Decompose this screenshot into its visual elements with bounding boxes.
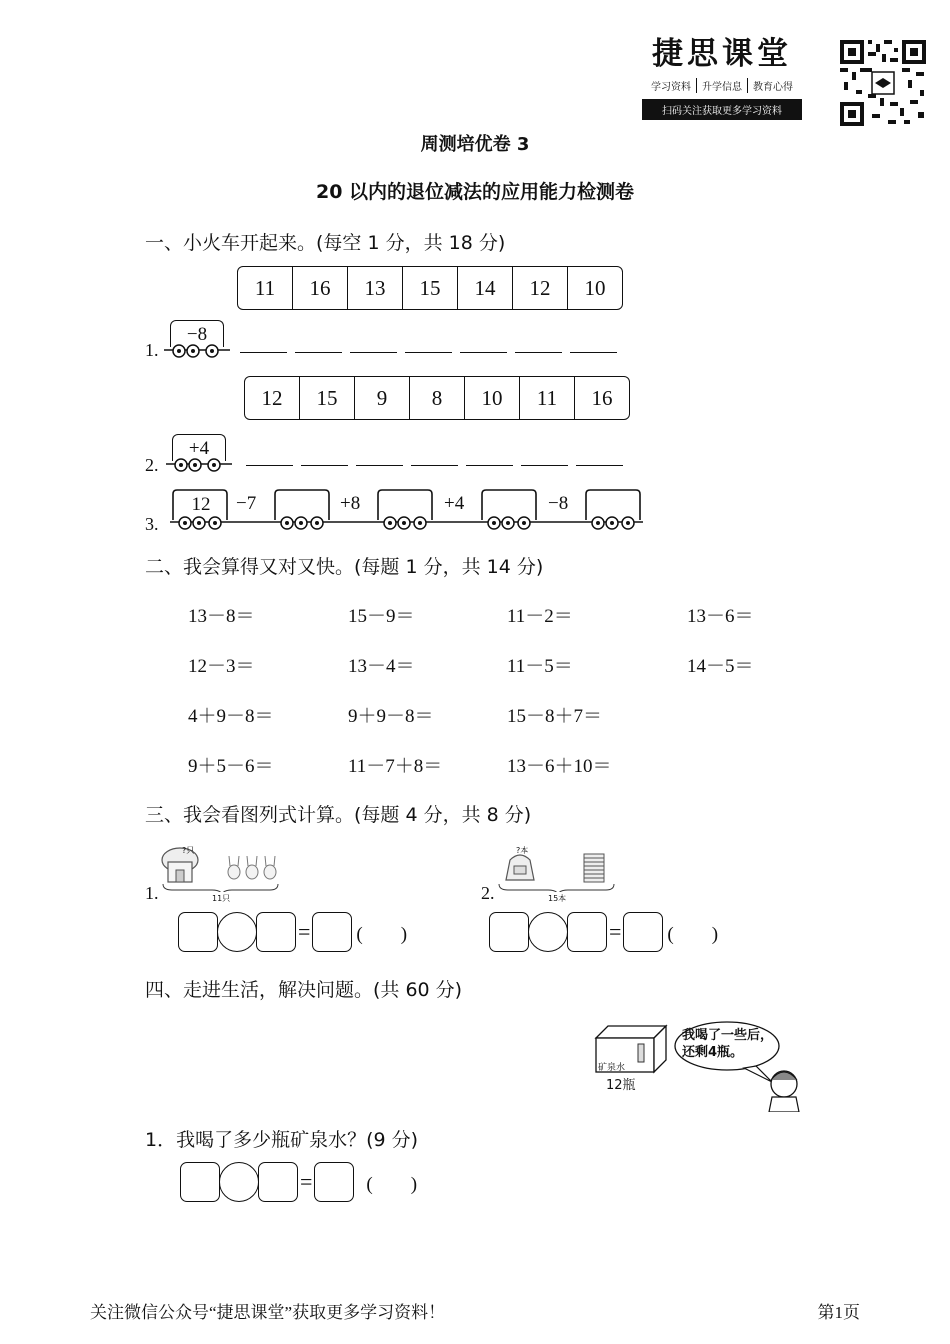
q3-op: +4 (444, 493, 465, 514)
section3-heading: 三、我会看图列式计算。(每题 4 分，共 8 分) (145, 804, 532, 826)
equation-boxes-2[interactable] (489, 912, 718, 952)
number-cell: 12 (261, 385, 283, 410)
q3-op: −7 (236, 493, 257, 514)
number-cell: 16 (292, 267, 347, 309)
qr-code-icon (838, 38, 928, 128)
equals-sign: = (298, 919, 311, 944)
calc-item: 11－5＝ (507, 656, 573, 677)
calc-item: 15－9＝ (348, 606, 415, 627)
answer-box[interactable] (312, 912, 352, 952)
equals-sign: = (609, 919, 622, 944)
p1-label: 1. (145, 883, 159, 903)
brand-tag: 学习资料 (651, 82, 691, 93)
calc-item: 15－8＋7＝ (507, 706, 603, 727)
q2-label: 2. (145, 455, 159, 475)
answer-box[interactable] (489, 912, 529, 952)
equals-sign: = (300, 1169, 313, 1194)
number-cell: 11 (519, 377, 574, 419)
operator-circle[interactable] (219, 1162, 259, 1202)
p1-question-tag: ?只 (182, 846, 195, 855)
footer-text: 关注微信公众号“捷思课堂”获取更多学习资料！ (90, 1303, 446, 1322)
train-operator: +4 (172, 434, 226, 461)
q3-op: −8 (548, 493, 569, 514)
q3-start-value: 12 (191, 494, 211, 515)
answer-box[interactable] (258, 1162, 298, 1202)
unit-paren[interactable]: ( ) (667, 923, 719, 945)
calc-item: 13－6＝ (687, 606, 754, 627)
calc-item: 13－4＝ (348, 656, 415, 677)
calc-item: 11－7＋8＝ (348, 756, 443, 777)
section2-heading: 二、我会算得又对又快。(每题 1 分，共 14 分) (145, 556, 544, 578)
section4-heading: 四、走进生活，解决问题。(共 60 分) (145, 979, 463, 1001)
train-engine (170, 320, 232, 360)
answer-blanks-2[interactable] (246, 465, 623, 466)
answer-blanks-1[interactable] (240, 352, 617, 353)
brand-block (642, 34, 802, 120)
speech-bubble-text: 我喝了一些后，还剩4瓶。 (682, 1028, 774, 1060)
answer-box[interactable] (567, 912, 607, 952)
number-row-2 (244, 376, 630, 420)
water-box-label: 矿泉水 (598, 1063, 626, 1073)
calc-item: 9＋9－8＝ (348, 706, 434, 727)
number-cell: 10 (464, 377, 519, 419)
answer-box[interactable] (178, 912, 218, 952)
answer-box[interactable] (180, 1162, 220, 1202)
p2-question-tag: ?本 (516, 846, 529, 855)
train-operator: −8 (170, 320, 224, 347)
number-cell: 12 (512, 267, 567, 309)
train-engine (172, 434, 234, 474)
brand-tag: 教育心得 (747, 78, 798, 93)
mushroom-house-rabbits-icon (160, 840, 285, 892)
calc-item: 13－8＝ (188, 606, 255, 627)
calc-item: 12－3＝ (188, 656, 255, 677)
section1-heading: 一、小火车开起来。(每空 1 分，共 18 分) (145, 232, 506, 254)
number-cell: 10 (567, 267, 622, 309)
answer-box[interactable] (314, 1162, 354, 1202)
number-cell: 14 (457, 267, 512, 309)
calc-item: 14－5＝ (687, 656, 754, 677)
equation-boxes-1[interactable] (178, 912, 407, 952)
q3-label: 3. (145, 514, 159, 534)
number-cell: 9 (354, 377, 409, 419)
brand-tags (642, 78, 802, 93)
unit-paren[interactable]: ( ) (366, 1173, 418, 1195)
number-cell: 11 (254, 275, 276, 300)
p1-caption: 11只 (212, 894, 231, 903)
q1-label: 1. (145, 340, 159, 360)
unit-paren[interactable]: ( ) (356, 923, 408, 945)
page-subtitle: 20 以内的退位减法的应用能力检测卷 (315, 181, 635, 203)
operator-circle[interactable] (528, 912, 568, 952)
number-cell: 15 (402, 267, 457, 309)
p2-caption: 15本 (548, 894, 567, 903)
operator-circle[interactable] (217, 912, 257, 952)
brand-banner: 扫码关注获取更多学习资料 (642, 99, 802, 120)
calc-item: 11－2＝ (507, 606, 573, 627)
calc-item: 9＋5－6＝ (188, 756, 274, 777)
answer-box[interactable] (256, 912, 296, 952)
schoolbag-books-icon (496, 840, 621, 892)
calc-item: 4＋9－8＝ (188, 706, 274, 727)
brand-title: 捷思课堂 (652, 36, 792, 72)
number-cell: 16 (574, 377, 629, 419)
number-cell: 15 (299, 377, 354, 419)
p2-label: 2. (481, 883, 495, 903)
number-cell: 8 (409, 377, 464, 419)
train-wheels-icon (164, 344, 230, 360)
answer-box[interactable] (623, 912, 663, 952)
equation-boxes-3[interactable] (180, 1162, 417, 1202)
page-title: 周测培优卷 3 (420, 134, 530, 155)
section4-q1: 1．我喝了多少瓶矿泉水？(9 分) (145, 1129, 419, 1151)
brand-tag: 升学信息 (696, 78, 747, 93)
water-box-count: 12瓶 (606, 1078, 636, 1093)
train-wheels-icon (166, 458, 232, 474)
q3-op: +8 (340, 493, 361, 514)
page-number: 第1页 (817, 1303, 860, 1322)
number-row-1 (237, 266, 623, 310)
number-cell: 13 (347, 267, 402, 309)
calc-item: 13－6＋10＝ (507, 756, 612, 777)
